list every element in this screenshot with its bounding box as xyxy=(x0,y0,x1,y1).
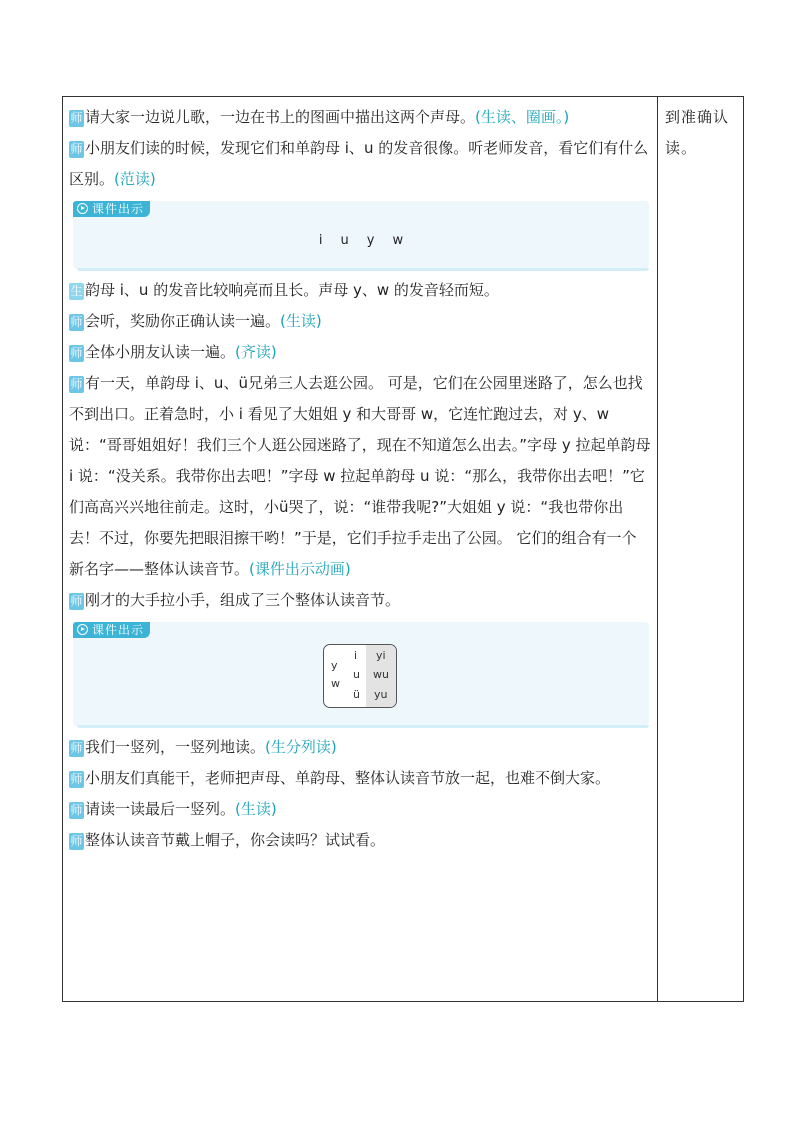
teacher-badge: 师 xyxy=(70,377,83,391)
courseware-box-letters xyxy=(73,201,649,269)
courseware-tag xyxy=(73,201,150,217)
paragraph-1 xyxy=(69,102,651,133)
grid-cell-v: ü xyxy=(353,688,360,701)
paragraph-text: 请读一读最后一竖列。 xyxy=(85,800,236,818)
paragraph-5 xyxy=(69,337,651,368)
activity-note: (生读) xyxy=(280,312,322,330)
column-divider xyxy=(657,97,658,1001)
box-shadow xyxy=(77,268,649,271)
syllable-grid xyxy=(323,644,397,708)
activity-note: (范读) xyxy=(114,170,156,188)
teacher-badge: 师 xyxy=(70,346,83,360)
activity-note: (生分列读) xyxy=(265,738,337,756)
courseware-tag xyxy=(73,622,150,638)
activity-note: (课件出示动画) xyxy=(249,560,351,578)
teacher-badge: 师 xyxy=(70,315,83,329)
grid-cell-u: u xyxy=(353,668,360,681)
play-icon xyxy=(77,203,88,214)
lesson-content-column xyxy=(69,102,651,856)
play-icon xyxy=(77,624,88,635)
courseware-box-grid xyxy=(73,622,649,726)
courseware-tag-label: 课件出示 xyxy=(92,202,145,216)
paragraph-text: 小朋友们真能干，老师把声母、单韵母、整体认读音节放一起，也难不倒大家。 xyxy=(85,769,611,787)
paragraph-2 xyxy=(69,133,651,195)
activity-note: (生读) xyxy=(235,800,277,818)
paragraph-text: 整体认读音节戴上帽子，你会读吗？试试看。 xyxy=(85,831,386,849)
paragraph-6 xyxy=(69,368,651,585)
paragraph-11 xyxy=(69,825,651,856)
paragraph-text: 请大家一边说儿歌，一边在书上的图画中描出这两个声母。 xyxy=(85,108,476,126)
teacher-badge: 师 xyxy=(70,741,83,755)
paragraph-text: 韵母 i、u 的发音比较响亮而且长。声母 y、w 的发音轻而短。 xyxy=(85,281,499,299)
student-badge: 生 xyxy=(70,284,83,298)
paragraph-text: 有一天，单韵母 i、u、ü兄弟三人去逛公园。 可是，它们在公园里迷路了，怎么也找不到出口。正着急时，小 i 看见了大姐姐 y 和大哥哥 w，它连忙跑过去，对 y、w 说：“哥哥姐姐好！我们三个人逛公园迷路了，现在不知道怎么出去。”字母 y 拉起单韵母 i 说：“没关系。我带你出去吧！”字母 w 拉起单韵母 u 说：“那么，我带你出去吧！”它们高高兴兴地往前走。这时，小ü哭了，说：“谁带我呢?”大姐姐 y 说：“我也带你出去！不过，你要先把眼泪擦干哟！”于是，它们手拉手走出了公园。 它们的组合有一个新名字——整体认读音节。 xyxy=(69,374,651,578)
teacher-badge: 师 xyxy=(70,803,83,817)
letter-y: y xyxy=(366,233,375,248)
grid-cell-wu: wu xyxy=(373,668,389,681)
paragraph-text: 全体小朋友认读一遍。 xyxy=(85,343,236,361)
box-shadow xyxy=(77,725,649,728)
grid-cell-w: w xyxy=(331,677,340,690)
activity-note: (齐读) xyxy=(235,343,277,361)
paragraph-10 xyxy=(69,794,651,825)
paragraph-7 xyxy=(69,585,651,616)
letter-u: u xyxy=(340,233,349,248)
paragraph-text: 会听，奖励你正确认读一遍。 xyxy=(85,312,281,330)
courseware-tag-label: 课件出示 xyxy=(92,623,145,637)
teacher-badge: 师 xyxy=(70,111,83,125)
paragraph-text: 刚才的大手拉小手，组成了三个整体认读音节。 xyxy=(85,591,401,609)
paragraph-3 xyxy=(69,275,651,306)
teacher-badge: 师 xyxy=(70,772,83,786)
paragraph-8 xyxy=(69,732,651,763)
teacher-badge: 师 xyxy=(70,594,83,608)
grid-cell-y: y xyxy=(331,659,338,672)
lesson-table xyxy=(62,96,744,1002)
letter-i: i xyxy=(318,233,323,248)
paragraph-4 xyxy=(69,306,651,337)
letters-row xyxy=(73,233,649,248)
grid-cell-i: i xyxy=(354,649,358,662)
side-note: 到准确认读。 xyxy=(665,108,730,157)
paragraph-text: 我们一竖列，一竖列地读。 xyxy=(85,738,266,756)
paragraph-text: 小朋友们读的时候，发现它们和单韵母 i、u 的发音很像。听老师发音，看它们有什么区别。 xyxy=(69,139,649,188)
grid-cell-yi: yi xyxy=(376,649,386,662)
teacher-badge: 师 xyxy=(70,142,83,156)
activity-note: (生读、圈画。) xyxy=(475,108,570,126)
letter-w: w xyxy=(392,233,404,248)
paragraph-9 xyxy=(69,763,651,794)
grid-cell-yu: yu xyxy=(374,688,388,701)
teacher-badge: 师 xyxy=(70,834,83,848)
